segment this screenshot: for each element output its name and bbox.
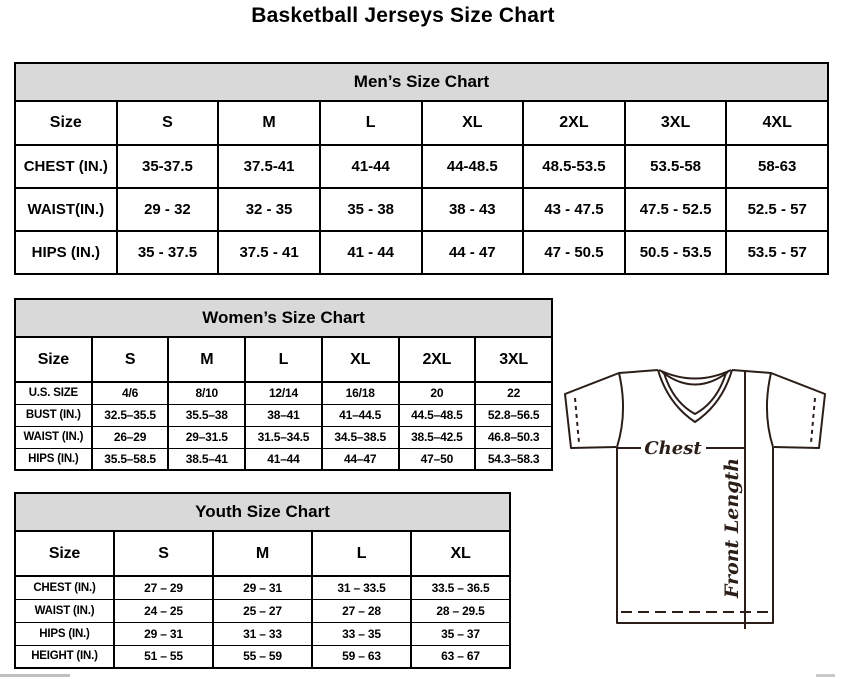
men-size-cell: 47 - 50.5	[523, 231, 625, 274]
men-table	[14, 100, 829, 275]
women-column-header: S	[92, 337, 169, 382]
women-size-cell: 22	[475, 382, 552, 404]
women-column-header: XL	[322, 337, 399, 382]
chest-label: Chest	[644, 438, 702, 459]
women-size-cell: 54.3–58.3	[475, 448, 552, 470]
youth-column-header: S	[114, 531, 213, 576]
youth-size-cell: 51 – 55	[114, 645, 213, 668]
men-row-label: HIPS (IN.)	[15, 231, 117, 274]
women-size-cell: 31.5–34.5	[245, 426, 322, 448]
men-size-cell: 50.5 - 53.5	[625, 231, 727, 274]
scrollbar-fragment-right[interactable]	[816, 674, 835, 677]
women-size-cell: 41–44	[245, 448, 322, 470]
men-size-cell: 35 - 37.5	[117, 231, 219, 274]
jersey-body-outline	[617, 447, 773, 623]
youth-size-cell: 31 – 33.5	[312, 576, 411, 599]
youth-row-label: HIPS (IN.)	[15, 622, 114, 645]
men-column-header: S	[117, 101, 219, 145]
women-size-cell: 16/18	[322, 382, 399, 404]
youth-table	[14, 530, 511, 669]
youth-size-cell: 33.5 – 36.5	[411, 576, 510, 599]
women-row-label: HIPS (IN.)	[15, 448, 92, 470]
men-size-cell: 48.5-53.5	[523, 145, 625, 188]
youth-header-row	[15, 531, 510, 576]
women-row-label: BUST (IN.)	[15, 404, 92, 426]
women-size-cell: 35.5–58.5	[92, 448, 169, 470]
youth-size-cell: 24 – 25	[114, 599, 213, 622]
men-size-cell: 37.5-41	[218, 145, 320, 188]
women-size-cell: 38–41	[245, 404, 322, 426]
men-size-cell: 41 - 44	[320, 231, 422, 274]
women-row-label: WAIST (IN.)	[15, 426, 92, 448]
men-row-label: CHEST (IN.)	[15, 145, 117, 188]
women-size-cell: 20	[399, 382, 476, 404]
youth-column-header: Size	[15, 531, 114, 576]
men-size-cell: 35 - 38	[320, 188, 422, 231]
men-column-header: 2XL	[523, 101, 625, 145]
women-row-label: U.S. SIZE	[15, 382, 92, 404]
men-table-row	[15, 188, 828, 231]
men-table-title: Men’s Size Chart	[14, 62, 829, 102]
youth-table-row	[15, 599, 510, 622]
men-size-cell: 53.5 - 57	[726, 231, 828, 274]
youth-table-row	[15, 622, 510, 645]
men-table-row	[15, 231, 828, 274]
women-table-row	[15, 382, 552, 404]
women-size-cell: 46.8–50.3	[475, 426, 552, 448]
women-size-cell: 44–47	[322, 448, 399, 470]
youth-table-row	[15, 576, 510, 599]
youth-row-label: WAIST (IN.)	[15, 599, 114, 622]
page-title: Basketball Jerseys Size Chart	[251, 4, 555, 27]
youth-size-cell: 29 – 31	[213, 576, 312, 599]
women-column-header: L	[245, 337, 322, 382]
womens-size-chart-section	[14, 298, 553, 471]
youth-size-cell: 28 – 29.5	[411, 599, 510, 622]
mens-size-chart-section	[14, 62, 829, 275]
women-column-header: 2XL	[399, 337, 476, 382]
women-table	[14, 336, 553, 471]
youth-size-cell: 25 – 27	[213, 599, 312, 622]
youth-size-cell: 33 – 35	[312, 622, 411, 645]
women-size-cell: 12/14	[245, 382, 322, 404]
men-size-cell: 38 - 43	[422, 188, 524, 231]
men-size-cell: 35-37.5	[117, 145, 219, 188]
women-size-cell: 32.5–35.5	[92, 404, 169, 426]
jersey-left-sleeve-seam	[575, 398, 579, 443]
men-size-cell: 41-44	[320, 145, 422, 188]
women-table-row	[15, 448, 552, 470]
women-size-cell: 35.5–38	[168, 404, 245, 426]
men-size-cell: 37.5 - 41	[218, 231, 320, 274]
youth-size-cell: 55 – 59	[213, 645, 312, 668]
jersey-measurement-diagram	[555, 360, 843, 679]
jersey-right-armhole	[767, 373, 773, 447]
youth-row-label: CHEST (IN.)	[15, 576, 114, 599]
youth-column-header: L	[312, 531, 411, 576]
men-header-row	[15, 101, 828, 145]
women-size-cell: 29–31.5	[168, 426, 245, 448]
youth-size-chart-section	[14, 492, 511, 669]
men-size-cell: 52.5 - 57	[726, 188, 828, 231]
women-column-header: Size	[15, 337, 92, 382]
youth-size-cell: 27 – 29	[114, 576, 213, 599]
youth-size-cell: 31 – 33	[213, 622, 312, 645]
women-size-cell: 44.5–48.5	[399, 404, 476, 426]
men-column-header: 4XL	[726, 101, 828, 145]
women-size-cell: 34.5–38.5	[322, 426, 399, 448]
men-size-cell: 47.5 - 52.5	[625, 188, 727, 231]
jersey-right-sleeve-seam	[811, 398, 815, 443]
women-table-row	[15, 404, 552, 426]
women-size-cell: 26–29	[92, 426, 169, 448]
youth-size-cell: 63 – 67	[411, 645, 510, 668]
men-size-cell: 44 - 47	[422, 231, 524, 274]
women-table-title: Women’s Size Chart	[14, 298, 553, 338]
men-size-cell: 44-48.5	[422, 145, 524, 188]
men-row-label: WAIST(IN.)	[15, 188, 117, 231]
men-column-header: Size	[15, 101, 117, 145]
women-size-cell: 52.8–56.5	[475, 404, 552, 426]
men-table-row	[15, 145, 828, 188]
men-column-header: M	[218, 101, 320, 145]
youth-size-cell: 27 – 28	[312, 599, 411, 622]
women-size-cell: 41–44.5	[322, 404, 399, 426]
men-size-cell: 29 - 32	[117, 188, 219, 231]
jersey-left-sleeve	[565, 370, 658, 448]
youth-row-label: HEIGHT (IN.)	[15, 645, 114, 668]
women-column-header: 3XL	[475, 337, 552, 382]
men-column-header: L	[320, 101, 422, 145]
men-size-cell: 53.5-58	[625, 145, 727, 188]
men-size-cell: 32 - 35	[218, 188, 320, 231]
front-length-label: Front Length	[721, 457, 743, 599]
women-table-row	[15, 426, 552, 448]
scrollbar-fragment-left[interactable]	[0, 674, 70, 677]
jersey-left-armhole	[617, 373, 623, 447]
youth-size-cell: 59 – 63	[312, 645, 411, 668]
youth-column-header: M	[213, 531, 312, 576]
men-column-header: XL	[422, 101, 524, 145]
women-header-row	[15, 337, 552, 382]
youth-size-cell: 35 – 37	[411, 622, 510, 645]
men-size-cell: 58-63	[726, 145, 828, 188]
women-column-header: M	[168, 337, 245, 382]
men-size-cell: 43 - 47.5	[523, 188, 625, 231]
women-size-cell: 4/6	[92, 382, 169, 404]
women-size-cell: 8/10	[168, 382, 245, 404]
women-size-cell: 38.5–42.5	[399, 426, 476, 448]
youth-table-row	[15, 645, 510, 668]
youth-table-title: Youth Size Chart	[14, 492, 511, 532]
youth-size-cell: 29 – 31	[114, 622, 213, 645]
men-column-header: 3XL	[625, 101, 727, 145]
women-size-cell: 47–50	[399, 448, 476, 470]
women-size-cell: 38.5–41	[168, 448, 245, 470]
youth-column-header: XL	[411, 531, 510, 576]
